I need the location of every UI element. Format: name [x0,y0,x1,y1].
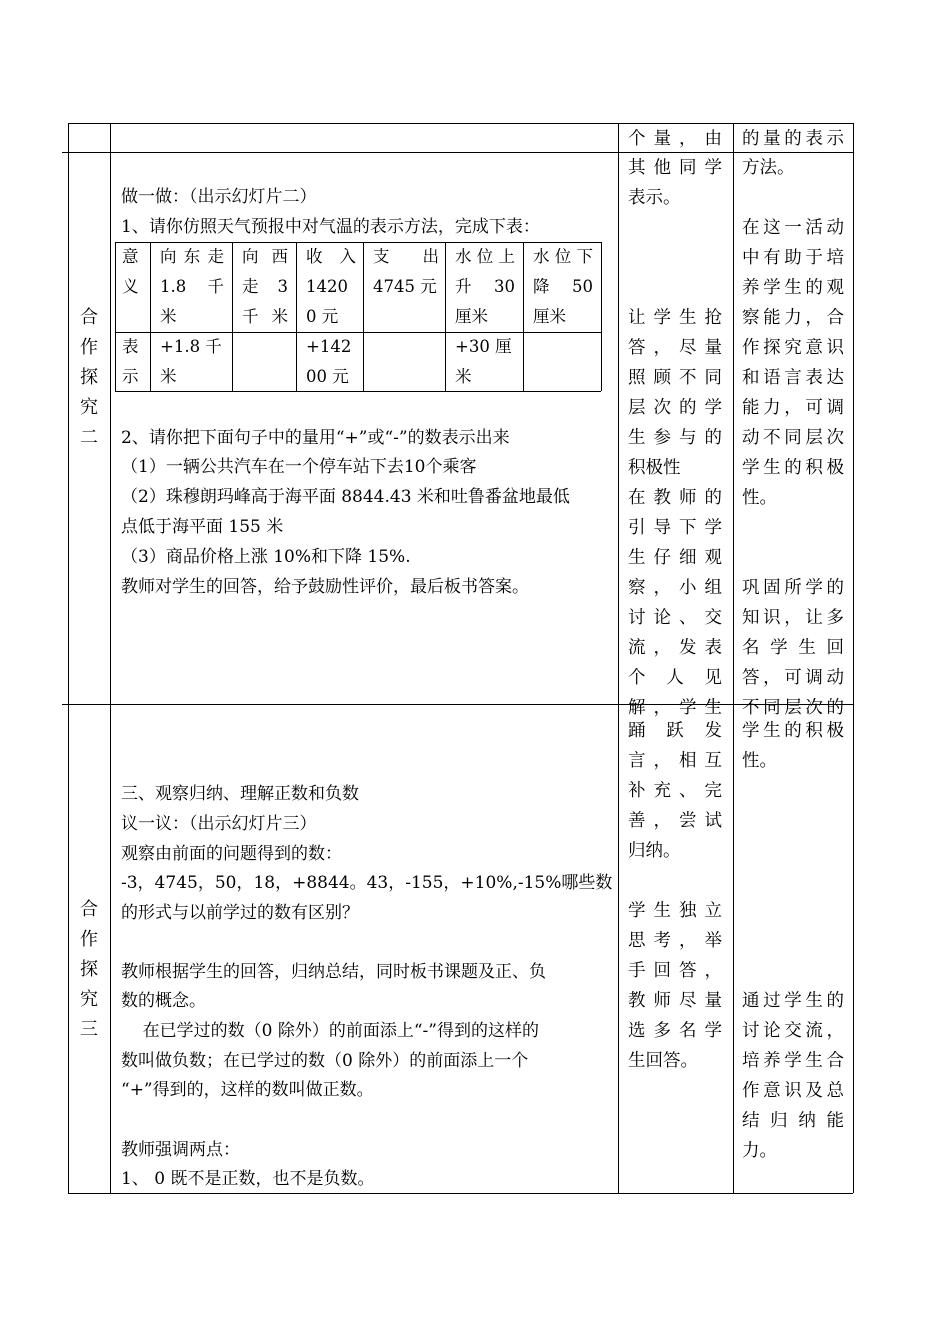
table-row-represent: 表 示 [122,337,139,386]
table-header-water-up: 水位上 升 30 厘米 [455,247,515,326]
table-top-border [68,123,853,124]
s3-teacher-summary-cont: 数的概念。 [121,991,206,1011]
s3-emphasis: 教师强调两点： [121,1140,240,1160]
table-cell-water-up-value: +30 厘 米 [455,337,512,386]
col-line-2 [618,123,619,1193]
s2-do-it: 做一做：（出示幻灯片二） [121,187,317,207]
section3-label: 合 作 探 究 三 [80,899,98,1040]
s3-definition-3: “+”得到的，这样的数叫做正数。 [121,1080,374,1100]
s3-design-intent: 学生的积极 性。 通过学生的 讨论交流， 培养学生合 作意识及总 结 归 纳 能 力。 [742,721,844,1161]
s3-observe: 观察由前面的问题得到的数： [121,844,342,864]
s3-definition-1: 在已学过的数（0 除外）的前面添上“-”得到的这样的 [121,1021,539,1041]
s3-point-1: 1、 0 既不是正数，也不是负数。 [121,1169,375,1189]
row-divider-1 [62,152,853,153]
s3-teacher-summary: 教师根据学生的回答，归纳总结，同时板书课题及正、负 [121,962,546,982]
s3-number-question: 的形式与以前学过的数有区别？ [121,903,359,923]
s2-question2-item2-cont: 点低于海平面 155 米 [121,517,284,537]
s2-teacher-evaluation: 教师对学生的回答，给予鼓励性评价，最后板书答案。 [121,577,529,597]
section2-label: 合 作 探 究 二 [80,307,98,448]
table-cell-east-value: +1.8 千 米 [160,337,222,386]
table-header-income: 收 入 1420 0 元 [306,247,356,326]
s2-question2-item3: （3）商品价格上涨 10%和下降 15%. [121,547,411,567]
s2-student-activity: 其 他 同 学 表示。 让 学 生 抢 答 ， 尽 量 照 顾 不 同 层 次 的 学 生 参 与 的 积极性 在 教 师 的 引 导 下 学 生 仔 细 观 察 ， 小 组 讨 论 、 交 流 ， 发 表 个 人 见 解 ， 学 生 [628,158,722,718]
s3-student-activity: 踊 跃 发 言 ， 相 互 补 充 、 完 善 ， 尝 试 归纳。 学 生 独 立 思 考 ， 举 手 回 答 ， 教 师 尽 量 选 多 名 学 生回答。 [628,721,722,1071]
row-divider-2 [62,704,853,705]
s2-instruction: 1、请你仿照天气预报中对气温的表示方法，完成下表： [121,217,540,237]
s2-question2-item2: （2）珠穆朗玛峰高于海平面 8844.43 米和吐鲁番盆地最低 [121,487,570,507]
col-line-4 [853,123,854,1193]
table-cell-income-value: +142 00 元 [306,337,352,386]
col-line-1 [110,123,111,1193]
col-line-3 [733,123,734,1193]
table-header-expense: 支 出 4745 元 [373,247,439,296]
s2-question2: 2、请你把下面句子中的量用“+”或“-”的数表示出来 [121,428,510,448]
s2-question2-item1: （1）一辆公共汽车在一个停车站下去10个乘客 [121,457,477,477]
top-row-col4: 的量的表示 [742,129,844,149]
table-header-meaning: 意 义 [122,247,139,296]
s2-design-intent: 方法。 在这一活动 中有助于培 养学生的观 察能力，合 作探究意识 和语言表达 能力，可调 动不同层次 学生的积极 性。 巩固所学的 知识，让多 名 学 生 回 答，可调动 不同层次的 [742,158,844,718]
s3-title: 三、观察归纳、理解正数和负数 [121,784,359,804]
s3-discuss: 议一议：（出示幻灯片三） [121,814,317,834]
table-header-water-down: 水位下 降 50 厘米 [533,247,593,326]
s3-definition-2: 数叫做负数；在已学过的数（0 除外）的前面添上一个 [121,1051,529,1071]
table-header-west: 向 西 走 3 千米 [242,247,288,326]
s3-number-list: -3，4745，50，18，+8844。43，-155，+10%,-15%哪些数 [121,873,613,893]
table-header-east: 向东走 1.8 千 米 [160,247,224,326]
top-row-col3: 个 量 ， 由 [628,129,722,149]
